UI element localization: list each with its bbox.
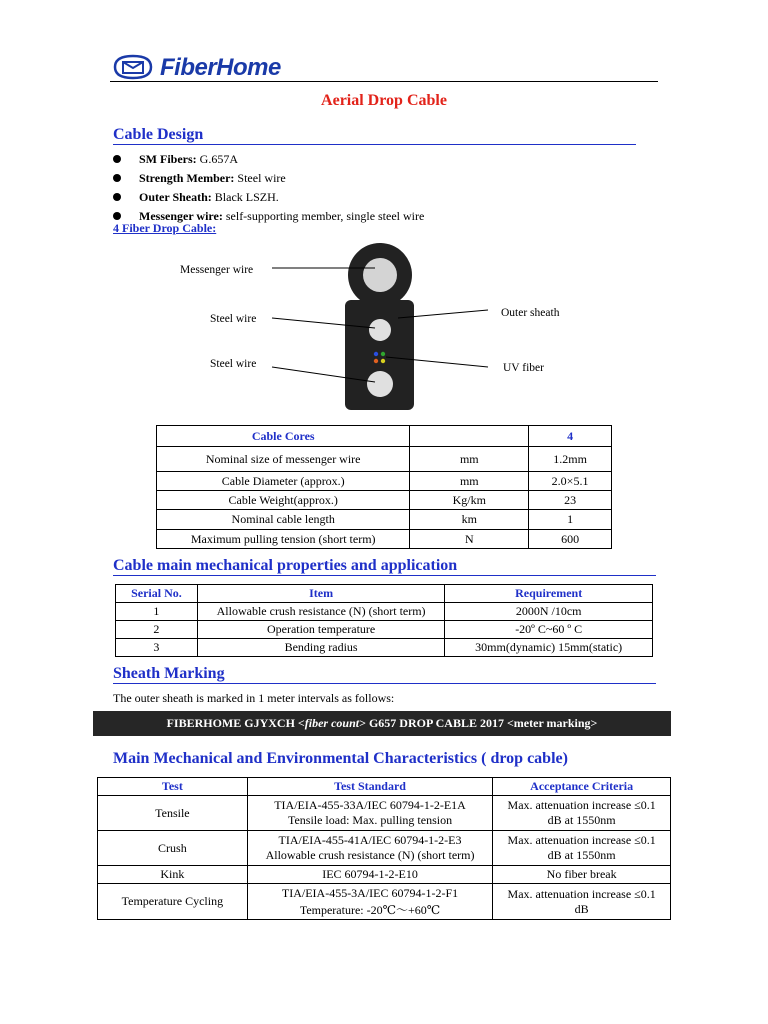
table-cell: Nominal size of messenger wire <box>157 447 410 472</box>
table-header-row <box>98 778 671 796</box>
table-row <box>98 831 671 866</box>
table-header-cell: Test <box>98 778 248 796</box>
table-cell: TIA/EIA-455-41A/IEC 60794-1-2-E3 Allowable crush resistance (N) (short term) <box>247 831 493 866</box>
label-steel-wire-1: Steel wire <box>210 313 257 325</box>
mechanical-properties-heading: Cable main mechanical properties and application <box>113 557 656 576</box>
label-messenger-wire: Messenger wire <box>180 264 254 276</box>
header-divider <box>110 81 658 82</box>
table-cell: 30mm(dynamic) 15mm(static) <box>445 639 653 657</box>
table-cell: IEC 60794-1-2-E10 <box>247 866 493 884</box>
table-cell: Cable Diameter (approx.) <box>157 472 410 491</box>
table-header-cell: Acceptance Criteria <box>493 778 671 796</box>
table-cell: mm <box>410 472 529 491</box>
table-cell: Maximum pulling tension (short term) <box>157 530 410 549</box>
table-row <box>98 866 671 884</box>
table-cell: Operation temperature <box>197 621 444 639</box>
table-cell: Allowable crush resistance (N) (short term) <box>197 603 444 621</box>
environmental-heading: Main Mechanical and Environmental Characteristics ( drop cable) <box>113 750 568 767</box>
mechanical-properties-table <box>115 584 653 657</box>
sheath-marking-heading: Sheath Marking <box>113 665 656 684</box>
table-header-cell: Requirement <box>445 585 653 603</box>
table-cell: 600 <box>529 530 612 549</box>
table-row <box>98 884 671 920</box>
four-fiber-subheading: 4 Fiber Drop Cable: <box>113 221 217 235</box>
table-cell: Kink <box>98 866 248 884</box>
page-title: Aerial Drop Cable <box>321 92 447 109</box>
table-cell: Max. attenuation increase ≤0.1 dB at 1550nm <box>493 796 671 831</box>
table-row <box>116 603 653 621</box>
table-cell: Max. attenuation increase ≤0.1 dB at 1550nm <box>493 831 671 866</box>
table-cell: Tensile <box>98 796 248 831</box>
table-cell: TIA/EIA-455-3A/IEC 60794-1-2-F1 Temperature: -20℃～+60℃ <box>247 884 493 920</box>
list-item: SM Fibers: G.657A <box>112 150 424 169</box>
cable-design-heading: Cable Design <box>113 126 636 145</box>
table-cell: mm <box>410 447 529 472</box>
label-steel-wire-2: Steel wire <box>210 358 257 370</box>
marking-text-suffix: > G657 DROP CABLE 2017 <meter marking> <box>359 716 598 730</box>
table-cell: 1.2mm <box>529 447 612 472</box>
cable-spec-table <box>156 425 612 549</box>
table-cell: Temperature Cycling <box>98 884 248 920</box>
fiberhome-logo-icon <box>113 54 153 80</box>
cable-cross-section-diagram <box>0 240 768 415</box>
list-item: Outer Sheath: Black LSZH. <box>112 188 424 207</box>
table-header-row <box>157 426 612 447</box>
list-item: Messenger wire: self-supporting member, single steel wire <box>112 207 424 226</box>
table-cell: 1 <box>116 603 198 621</box>
table-cell: 1 <box>529 510 612 530</box>
table-cell: Max. attenuation increase ≤0.1 dB <box>493 884 671 920</box>
table-cell: N <box>410 530 529 549</box>
marking-text-italic: fiber count <box>304 716 360 730</box>
marking-text-prefix: FIBERHOME GJYXCH < <box>166 716 305 730</box>
table-row <box>116 621 653 639</box>
table-cell: 23 <box>529 491 612 510</box>
table-header-row <box>116 585 653 603</box>
list-item: Strength Member: Steel wire <box>112 169 424 188</box>
logo-text: FiberHome <box>160 54 281 81</box>
label-uv-fiber: UV fiber <box>503 362 544 374</box>
table-row <box>157 472 612 491</box>
table-header-cell: 4 <box>529 426 612 447</box>
table-cell: Kg/km <box>410 491 529 510</box>
table-row <box>157 510 612 530</box>
table-cell: 2.0×5.1 <box>529 472 612 491</box>
table-row <box>157 491 612 510</box>
table-cell: 2 <box>116 621 198 639</box>
table-header-cell <box>410 426 529 447</box>
table-cell: Cable Weight(approx.) <box>157 491 410 510</box>
table-cell: TIA/EIA-455-33A/IEC 60794-1-2-E1A Tensile load: Max. pulling tension <box>247 796 493 831</box>
table-header-cell: Serial No. <box>116 585 198 603</box>
environmental-table <box>97 777 671 920</box>
table-cell: Crush <box>98 831 248 866</box>
table-row <box>157 530 612 549</box>
table-cell: 2000N /10cm <box>445 603 653 621</box>
table-cell: Nominal cable length <box>157 510 410 530</box>
label-outer-sheath: Outer sheath <box>501 307 560 319</box>
table-cell: No fiber break <box>493 866 671 884</box>
table-header-cell: Cable Cores <box>157 426 410 447</box>
table-cell: -20º C~60 º C <box>445 621 653 639</box>
table-row <box>116 639 653 657</box>
table-row <box>98 796 671 831</box>
sheath-marking-bar <box>93 711 671 736</box>
table-row <box>157 447 612 472</box>
table-header-cell: Item <box>197 585 444 603</box>
table-cell: km <box>410 510 529 530</box>
sheath-marking-intro: The outer sheath is marked in 1 meter intervals as follows: <box>113 691 395 705</box>
table-cell: Bending radius <box>197 639 444 657</box>
table-header-cell: Test Standard <box>247 778 493 796</box>
table-cell: 3 <box>116 639 198 657</box>
cable-design-list <box>112 150 424 226</box>
